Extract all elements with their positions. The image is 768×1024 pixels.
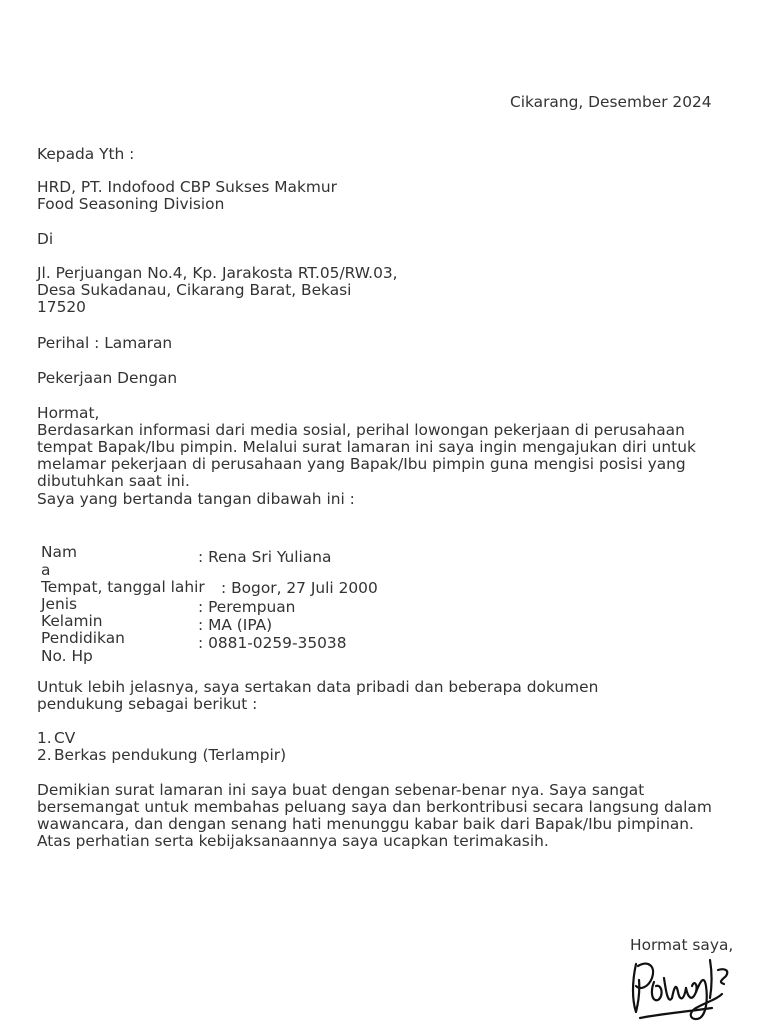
body-line: melamar pekerjaan di perusahaan yang Bapak/Ibu pimpin guna mengisi posisi yang <box>37 455 686 473</box>
gender-value: : Perempuan <box>198 598 296 616</box>
greeting: Hormat, <box>37 404 100 422</box>
closing-line: wawancara, dan dengan senang hati menunggu kabar baik dari Bapak/Ibu pimpinan. <box>37 815 694 833</box>
signature-image <box>626 952 738 1024</box>
list-item <box>37 730 286 747</box>
body-line: dibutuhkan saat ini. <box>37 472 190 490</box>
attachments-intro-line: pendukung sebagai berikut : <box>37 695 258 713</box>
recipient-intro: Kepada Yth : <box>37 145 135 163</box>
phone-value: : 0881-0259-35038 <box>198 634 347 652</box>
birth-value: : Bogor, 27 Juli 2000 <box>221 579 378 597</box>
address-block <box>37 265 398 316</box>
gender-label-2: Kelamin <box>41 612 103 630</box>
attachment-list <box>37 730 286 764</box>
body-line: Berdasarkan informasi dari media sosial, perihal lowongan pekerjaan di perusahaan <box>37 421 685 439</box>
recipient-line: HRD, PT. Indofood CBP Sukses Makmur <box>37 178 337 196</box>
name-label-1: Nam <box>41 543 77 561</box>
regards: Hormat saya, <box>630 936 734 954</box>
body-line: tempat Bapak/Ibu pimpin. Melalui surat lamaran ini saya ingin mengajukan diri untuk <box>37 438 696 456</box>
address-line: Jl. Perjuangan No.4, Kp. Jarakosta RT.05/RW.03, <box>37 264 398 282</box>
list-number: 2. <box>37 746 52 764</box>
di-label: Di <box>37 230 54 248</box>
recipient-block <box>37 179 337 213</box>
list-label: CV <box>54 729 76 747</box>
attachments-intro-line: Untuk lebih jelasnya, saya sertakan data pribadi dan beberapa dokumen <box>37 678 599 696</box>
signature-scribble <box>626 952 738 1024</box>
education-value: : MA (IPA) <box>198 616 273 634</box>
perihal: Perihal : Lamaran <box>37 334 173 352</box>
signatory-intro: Saya yang bertanda tangan dibawah ini : <box>37 490 355 508</box>
attachments-intro <box>37 679 598 713</box>
education-label: Pendidikan <box>41 629 125 647</box>
closing-line: Atas perhatian serta kebijaksanaannya saya ucapkan terimakasih. <box>37 832 549 850</box>
name-label-2: a <box>41 561 51 579</box>
list-number: 1. <box>37 729 52 747</box>
gender-label-1: Jenis <box>41 595 78 613</box>
address-line: 17520 <box>37 298 86 316</box>
list-label: Berkas pendukung (Terlampir) <box>54 746 287 764</box>
closing-line: Demikian surat lamaran ini saya buat dengan sebenar-benar nya. Saya sangat <box>37 781 645 799</box>
address-line: Desa Sukadanau, Cikarang Barat, Bekasi <box>37 281 352 299</box>
phone-label: No. Hp <box>41 647 93 665</box>
list-item <box>37 747 286 764</box>
birth-label: Tempat, tanggal lahir <box>41 578 205 596</box>
closing-paragraph <box>37 782 712 850</box>
name-value: : Rena Sri Yuliana <box>198 548 332 566</box>
closing-line: bersemangat untuk membahas peluang saya dan berkontribusi secara langsung dalam <box>37 798 712 816</box>
recipient-line: Food Seasoning Division <box>37 195 225 213</box>
subject: Pekerjaan Dengan <box>37 369 178 387</box>
letter-date: Cikarang, Desember 2024 <box>510 93 712 111</box>
body-paragraph <box>37 422 696 490</box>
